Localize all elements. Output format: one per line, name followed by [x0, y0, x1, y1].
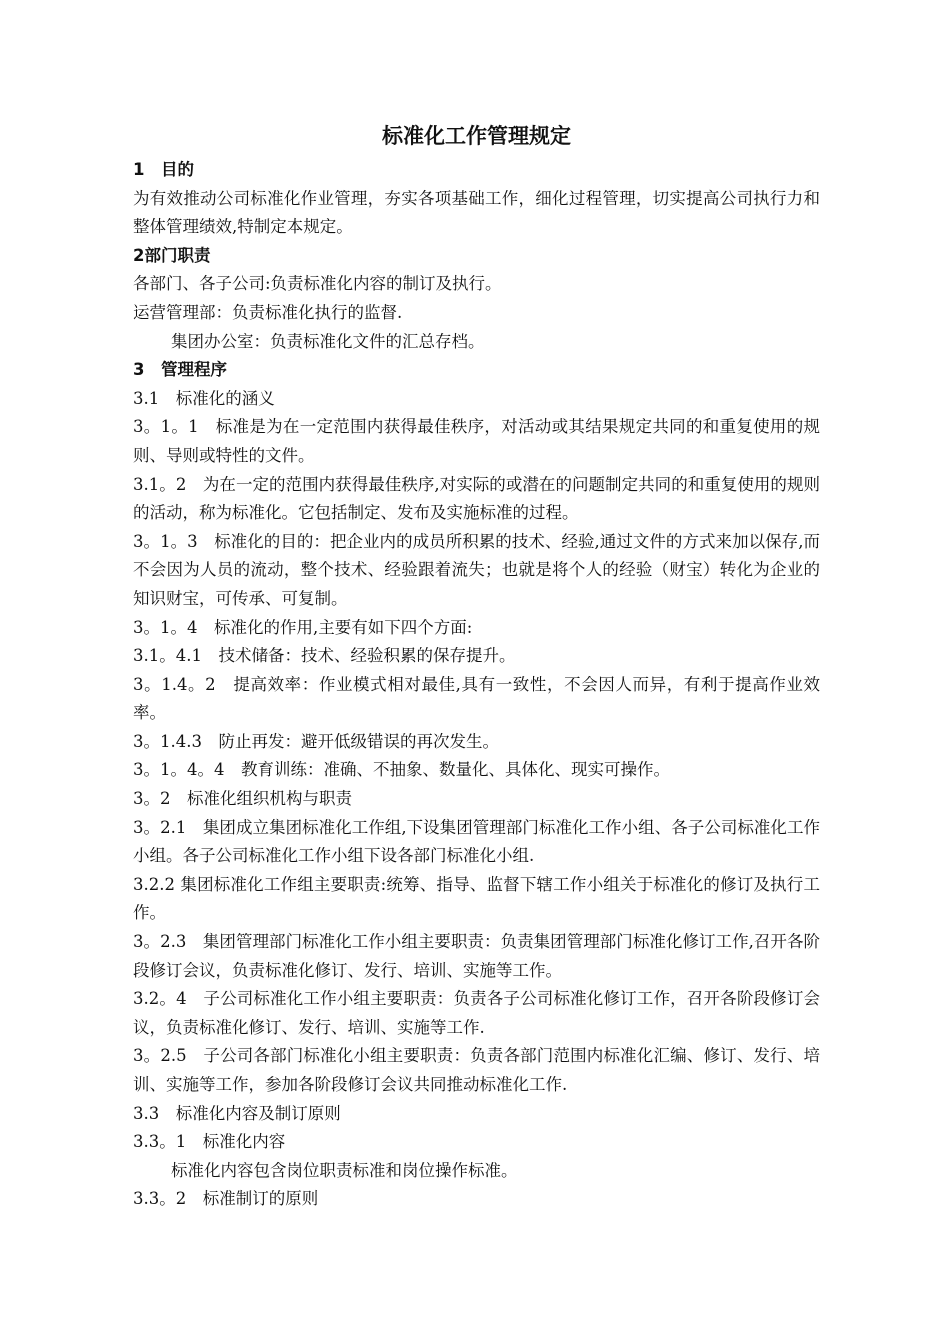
document-body — [133, 156, 820, 1214]
text-line: 3。1。4 标准化的作用,主要有如下四个方面: — [133, 617, 473, 637]
text-line: 3.1 标准化的涵义 — [133, 388, 275, 408]
paragraph: 3。2.1 集团成立集团标准化工作组,下设集团管理部门标准化工作小组、各子公司标准化工作小组。各子公司标准化工作小组下设各部门标准化小组. — [133, 817, 820, 866]
indented-line: 标准化内容包含岗位职责标准和岗位操作标准。 — [171, 1160, 518, 1180]
paragraph: 3。2.5 子公司各部门标准化小组主要职责：负责各部门范围内标准化汇编、修订、发行、培训、实施等工作，参加各阶段修订会议共同推动标准化工作. — [133, 1046, 820, 1094]
text-line: 3.3。1 标准化内容 — [133, 1132, 286, 1152]
text-line: 3。2 标准化组织机构与职责 — [133, 789, 352, 809]
paragraph: 3。1。3 标准化的目的：把企业内的成员所积累的技术、经验,通过文件的方式来加以保存,而不会因为人员的流动，整个技术、经验跟着流失；也就是将个人的经验（财宝）转化为企业的知识财宝，可传承、可复制。 — [133, 531, 820, 608]
paragraph: 3.1。2 为在一定的范围内获得最佳秩序,对实际的或潜在的问题制定共同的和重复使用的规则的活动，称为标准化。它包括制定、发布及实施标准的过程。 — [133, 474, 820, 523]
paragraph: 3.2.2 集团标准化工作组主要职责:统筹、指导、监督下辖工作小组关于标准化的修订及执行工作。 — [133, 874, 820, 923]
text-line: 运营管理部：负责标准化执行的监督. — [133, 302, 403, 322]
indented-line: 集团办公室：负责标准化文件的汇总存档。 — [171, 331, 485, 351]
section-heading: 2部门职责 — [133, 245, 211, 265]
section-heading: 3 管理程序 — [133, 360, 227, 380]
text-line: 3.3 标准化内容及制订原则 — [133, 1103, 341, 1123]
text-line: 各部门、各子公司:负责标准化内容的制订及执行。 — [133, 274, 502, 294]
paragraph: 3.2。4 子公司标准化工作小组主要职责：负责各子公司标准化修订工作，召开各阶段修订会议，负责标准化修订、发行、培训、实施等工作. — [133, 989, 820, 1037]
paragraph: 3。1。1 标准是为在一定范围内获得最佳秩序，对活动或其结果规定共同的和重复使用的规则、导则或特性的文件。 — [133, 417, 820, 465]
paragraph: 为有效推动公司标准化作业管理，夯实各项基础工作，细化过程管理，切实提高公司执行力和整体管理绩效,特制定本规定。 — [133, 188, 820, 237]
paragraph: 3。1.4。2 提高效率：作业模式相对最佳,具有一致性，不会因人而异，有利于提高作业效率。 — [133, 674, 820, 723]
text-line: 3。1.4.3 防止再发：避开低级错误的再次发生。 — [133, 731, 499, 751]
text-line: 3.1。4.1 技术储备：技术、经验积累的保存提升。 — [133, 646, 516, 666]
section-heading: 1 目的 — [133, 160, 194, 179]
text-line: 3。1。4。4 教育训练：准确、不抽象、数量化、具体化、现实可操作。 — [133, 760, 670, 780]
text-line: 3.3。2 标准制订的原则 — [133, 1189, 319, 1209]
paragraph: 3。2.3 集团管理部门标准化工作小组主要职责：负责集团管理部门标准化修订工作,召开各阶段修订会议，负责标准化修订、发行、培训、实施等工作。 — [133, 932, 820, 980]
document-title: 标准化工作管理规定 — [382, 124, 571, 148]
